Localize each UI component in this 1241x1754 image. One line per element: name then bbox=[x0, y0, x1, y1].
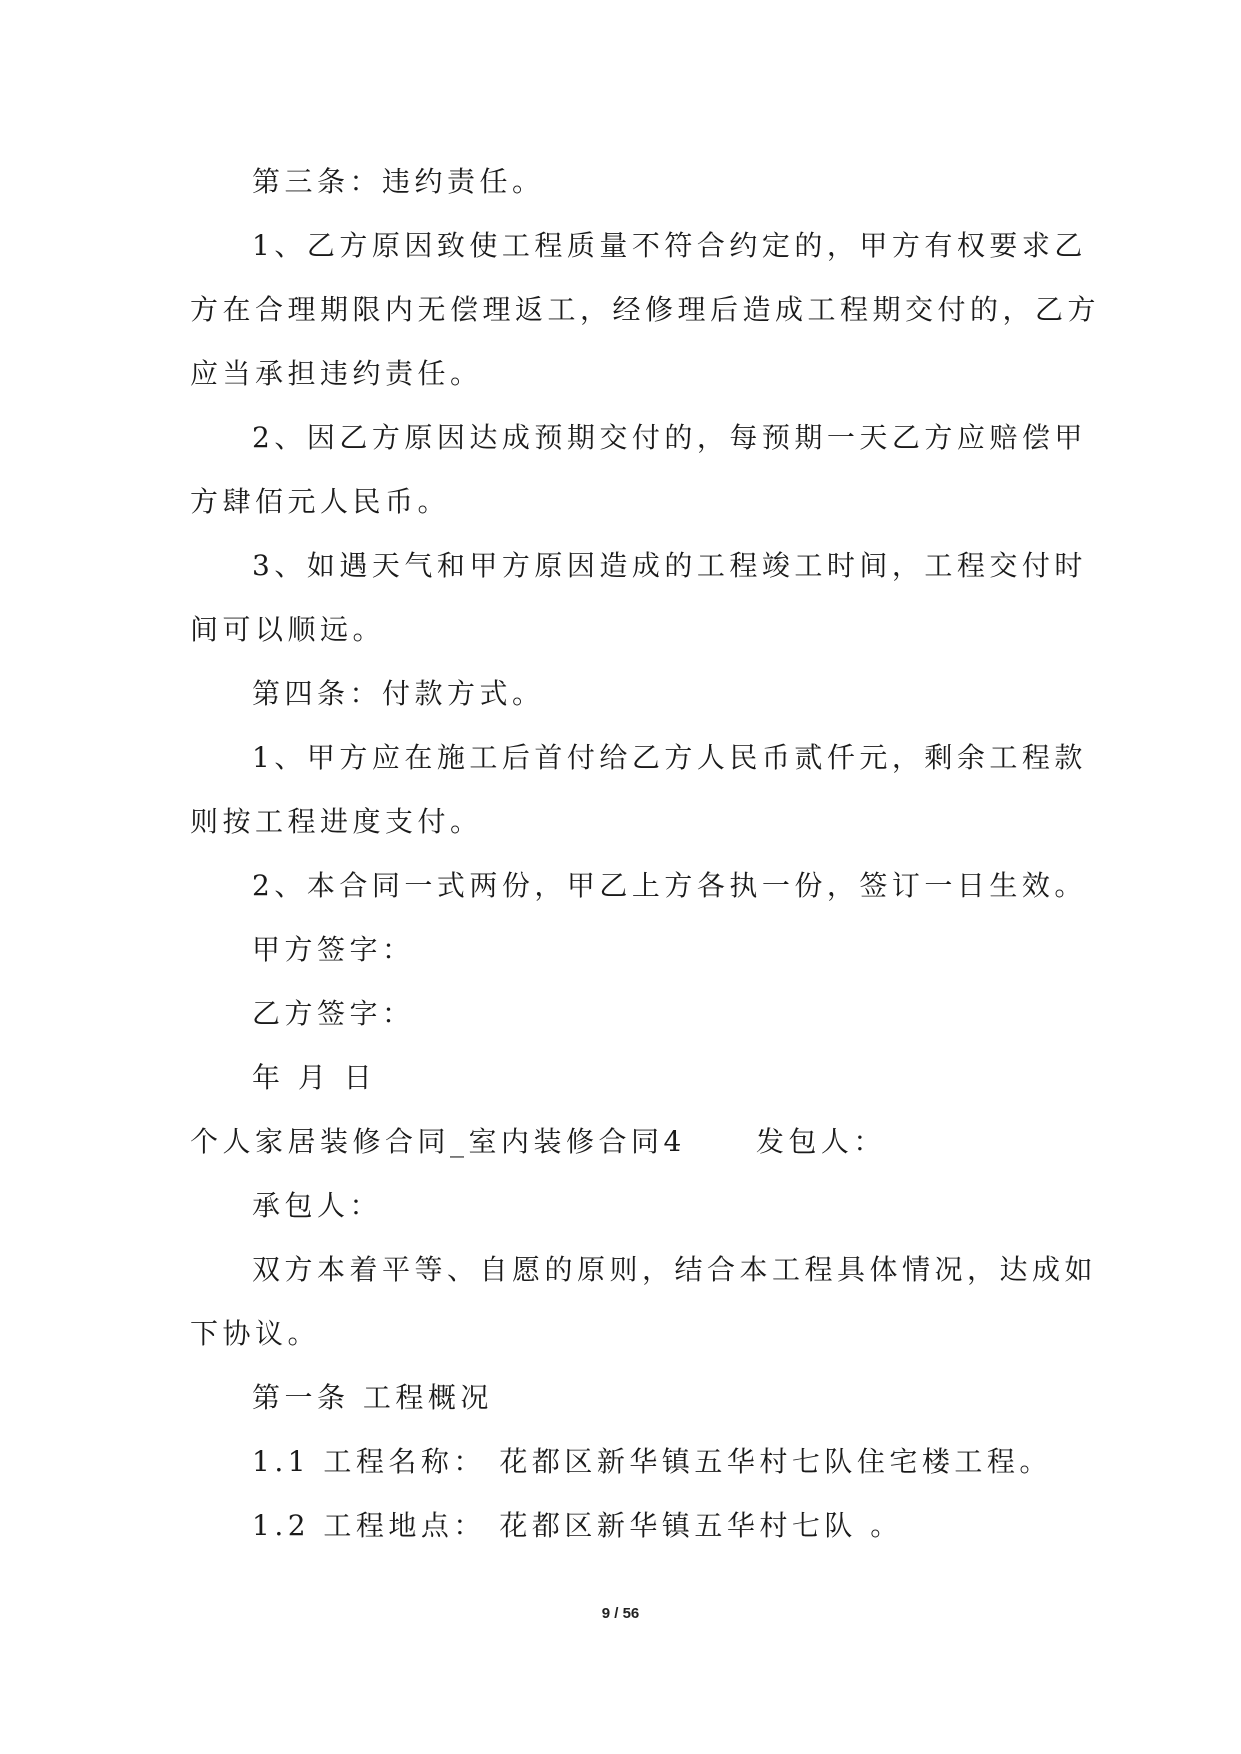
paragraph-line: 应当承担违约责任。 bbox=[190, 357, 483, 390]
party-a-signature-label: 甲方签字： bbox=[252, 933, 415, 966]
paragraph-line: 下协议。 bbox=[190, 1317, 321, 1350]
paragraph-line: 1、甲方应在施工后首付给乙方人民币贰仟元，剩余工程款 bbox=[252, 741, 1087, 774]
paragraph-line: 方肆佰元人民币。 bbox=[190, 485, 451, 518]
paragraph-line: 则按工程进度支付。 bbox=[190, 805, 483, 838]
page-number: 9 / 56 bbox=[601, 1605, 640, 1622]
contract-title-line bbox=[190, 1110, 1055, 1174]
paragraph-line: 间可以顺远。 bbox=[190, 613, 386, 646]
paragraph-line: 双方本着平等、自愿的原则，结合本工程具体情况，达成如 bbox=[252, 1253, 1098, 1286]
paragraph-line: 1、乙方原因致使工程质量不符合约定的，甲方有权要求乙 bbox=[252, 229, 1087, 262]
article-3-heading: 第三条：违约责任。 bbox=[252, 165, 545, 198]
project-name-line: 1.1 工程名称： 花都区新华镇五华村七队住宅楼工程。 bbox=[252, 1445, 1052, 1478]
date-label: 年 月 日 bbox=[252, 1061, 377, 1094]
paragraph-line: 2、本合同一式两份，甲乙上方各执一份，签订一日生效。 bbox=[252, 869, 1087, 902]
article-4-heading: 第四条：付款方式。 bbox=[252, 677, 545, 710]
contract-title: 个人家居装修合同_室内装修合同4 bbox=[190, 1125, 686, 1158]
party-b-signature-label: 乙方签字： bbox=[252, 997, 415, 1030]
article-1-heading: 第一条 工程概况 bbox=[252, 1381, 493, 1414]
document-body bbox=[190, 150, 1101, 1558]
paragraph-line: 方在合理期限内无偿理返工，经修理后造成工程期交付的，乙方 bbox=[190, 293, 1101, 326]
contractor-label: 承包人： bbox=[252, 1189, 383, 1222]
employer-label: 发包人： bbox=[755, 1125, 886, 1158]
paragraph-line: 2、因乙方原因达成预期交付的，每预期一天乙方应赔偿甲 bbox=[252, 421, 1087, 454]
project-location-line: 1.2 工程地点： 花都区新华镇五华村七队 。 bbox=[252, 1509, 903, 1542]
paragraph-line: 3、如遇天气和甲方原因造成的工程竣工时间，工程交付时 bbox=[252, 549, 1087, 582]
